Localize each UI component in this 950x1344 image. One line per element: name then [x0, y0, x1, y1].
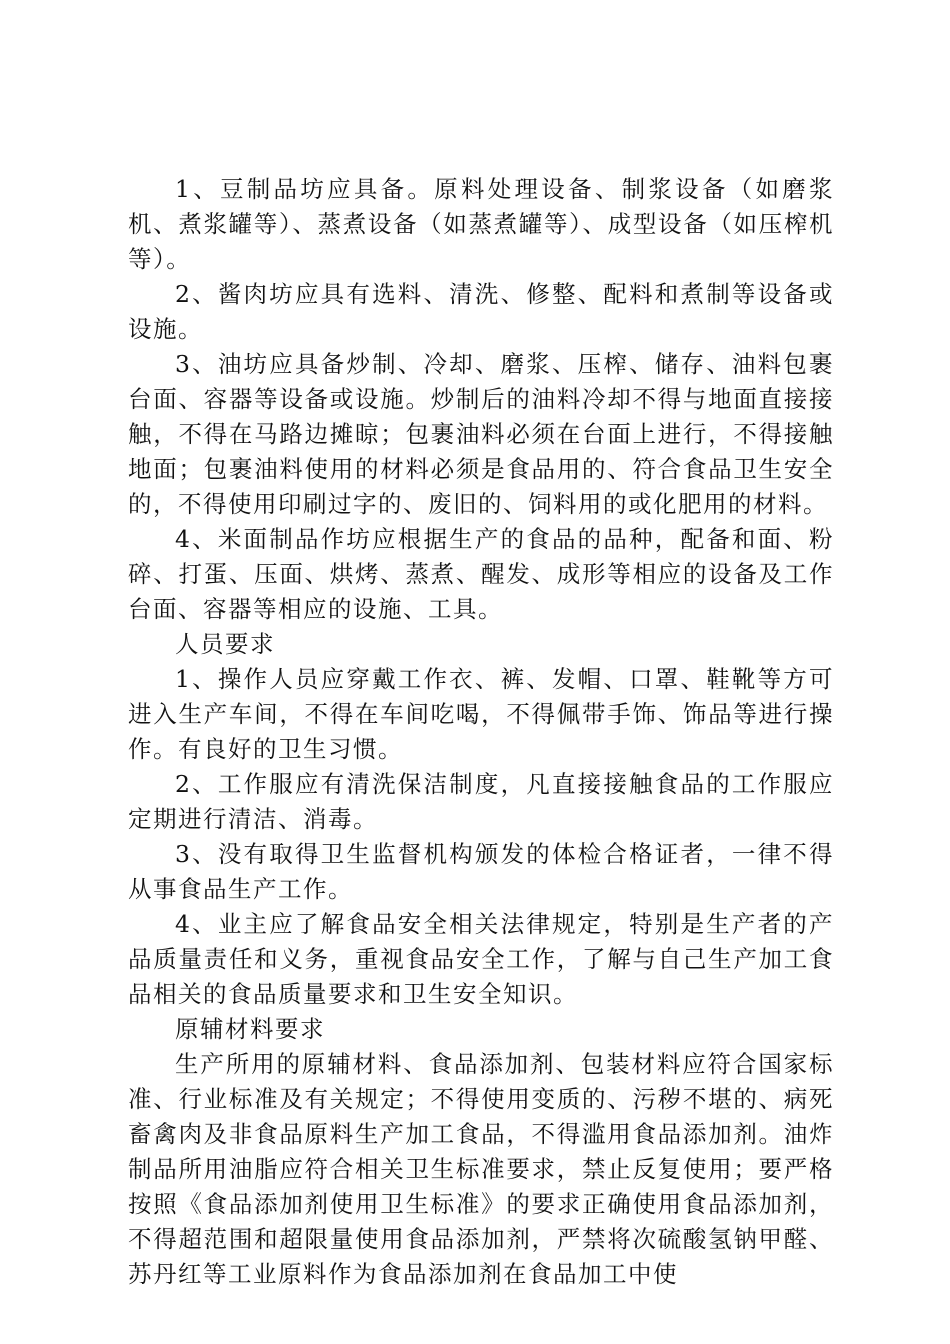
paragraph-oil-workshop: 3、油坊应具备炒制、冷却、磨浆、压榨、储存、油料包裹台面、容器等设备或设施。炒制后的油料冷却不得与地面直接接触，不得在马路边摊晾；包裹油料必须在台面上进行，不得接触地面；包裹油料使用的材料必须是食品用的、符合食品卫生安全的，不得使用印刷过字的、废旧的、饲料用的或化肥用的材料。 — [128, 350, 834, 518]
document-body — [128, 172, 834, 1292]
section-heading-raw-materials: 原辅材料要求 — [175, 1015, 325, 1043]
paragraph-personnel-owner: 4、业主应了解食品安全相关法律规定，特别是生产者的产品质量责任和义务，重视食品安全工作，了解与自己生产加工食品相关的食品质量要求和卫生安全知识。 — [128, 910, 834, 1008]
paragraph-sauce-meat-workshop: 2、酱肉坊应具有选料、清洗、修整、配料和煮制等设备或设施。 — [128, 280, 834, 343]
paragraph-personnel-uniform: 2、工作服应有清洗保洁制度，凡直接接触食品的工作服应定期进行清洁、消毒。 — [128, 770, 834, 833]
paragraph-raw-materials: 生产所用的原辅材料、食品添加剂、包装材料应符合国家标准、行业标准及有关规定；不得使用变质的、污秽不堪的、病死畜禽肉及非食品原料生产加工食品，不得滥用食品添加剂。油炸制品所用油脂应符合相关卫生标准要求，禁止反复使用；要严格按照《食品添加剂使用卫生标准》的要求正确使用食品添加剂，不得超范围和超限量使用食品添加剂，严禁将次硫酸氢钠甲醛、苏丹红等工业原料作为食品添加剂在食品加工中使 — [128, 1050, 834, 1288]
paragraph-personnel-health-cert: 3、没有取得卫生监督机构颁发的体检合格证者，一律不得从事食品生产工作。 — [128, 840, 834, 903]
paragraph-soy-workshop: 1、豆制品坊应具备。原料处理设备、制浆设备（如磨浆机、煮浆罐等）、蒸煮设备（如蒸煮罐等）、成型设备（如压榨机等）。 — [128, 175, 834, 273]
section-heading-personnel: 人员要求 — [175, 630, 275, 658]
paragraph-personnel-attire: 1、操作人员应穿戴工作衣、裤、发帽、口罩、鞋靴等方可进入生产车间，不得在车间吃喝，不得佩带手饰、饰品等进行操作。有良好的卫生习惯。 — [128, 665, 834, 763]
paragraph-rice-flour-workshop: 4、米面制品作坊应根据生产的食品的品种，配备和面、粉碎、打蛋、压面、烘烤、蒸煮、醒发、成形等相应的设备及工作台面、容器等相应的设施、工具。 — [128, 525, 834, 623]
